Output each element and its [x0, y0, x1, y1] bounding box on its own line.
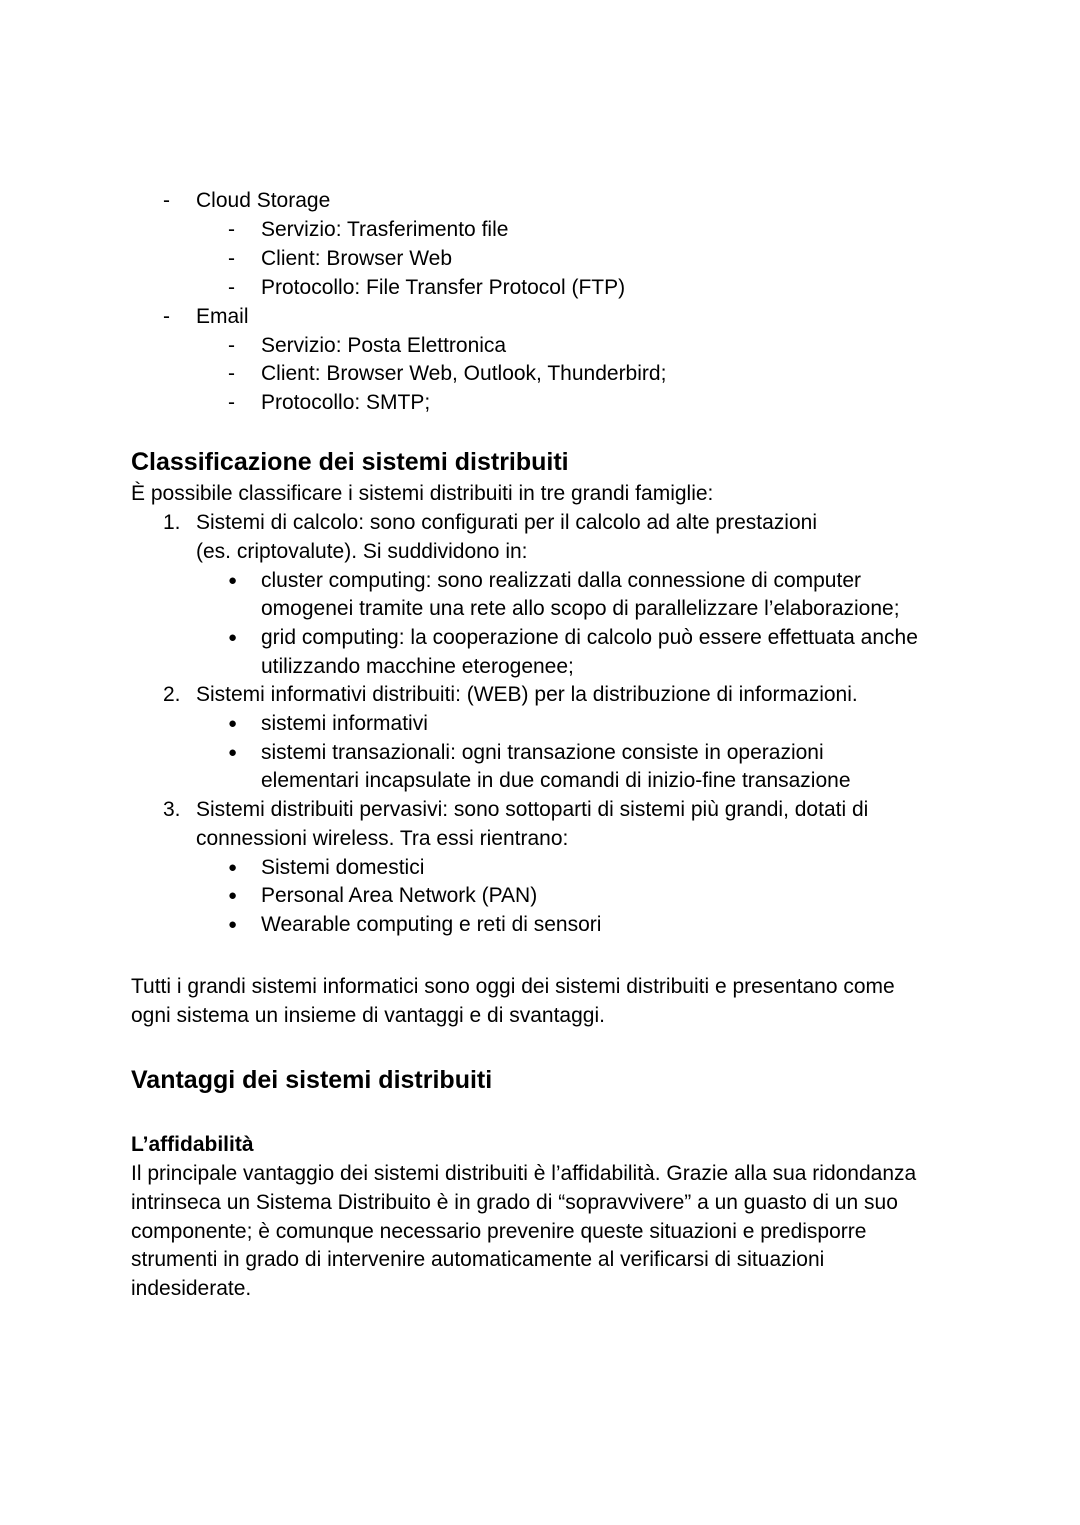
- service-detail: Protocollo: SMTP;: [261, 391, 431, 414]
- bullet-text: utilizzando macchine eterogenee;: [261, 655, 574, 678]
- bullet-marker: ●: [228, 887, 238, 904]
- list-dash: -: [228, 247, 235, 270]
- paragraph-line: Il principale vantaggio dei sistemi distribuiti è l’affidabilità. Grazie alla sua ridondanza: [131, 1162, 917, 1185]
- bullet-text: grid computing: la cooperazione di calcolo può essere effettuata anche: [261, 626, 918, 649]
- list-number: 3.: [163, 798, 181, 821]
- paragraph-line: strumenti in grado di intervenire automaticamente al verificarsi di situazioni: [131, 1248, 825, 1271]
- section-heading-classification: Classificazione dei sistemi distribuiti: [131, 448, 569, 476]
- paragraph-line: indesiderate.: [131, 1277, 252, 1300]
- list-item-text: Sistemi di calcolo: sono configurati per il calcolo ad alte prestazioni: [196, 511, 817, 534]
- classification-intro: È possibile classificare i sistemi distribuiti in tre grandi famiglie:: [131, 482, 714, 505]
- bullet-marker: ●: [228, 916, 238, 933]
- list-item-text: (es. criptovalute). Si suddividono in:: [196, 540, 528, 563]
- service-detail: Protocollo: File Transfer Protocol (FTP): [261, 276, 626, 299]
- bullet-text: Personal Area Network (PAN): [261, 884, 538, 907]
- paragraph-line: componente; è comunque necessario prevenire queste situazioni e predisporre: [131, 1220, 867, 1243]
- service-name: Cloud Storage: [196, 189, 331, 212]
- service-name: Email: [196, 305, 249, 328]
- paragraph-line: intrinseca un Sistema Distribuito è in grado di “sopravvivere” a un guasto di un suo: [131, 1191, 898, 1214]
- subheading-reliability: L’affidabilità: [131, 1133, 254, 1156]
- service-detail: Servizio: Trasferimento file: [261, 218, 509, 241]
- bullet-text: omogenei tramite una rete allo scopo di parallelizzare l’elaborazione;: [261, 597, 900, 620]
- list-number: 2.: [163, 683, 181, 706]
- list-item-text: Sistemi informativi distribuiti: (WEB) per la distribuzione di informazioni.: [196, 683, 858, 706]
- service-detail: Servizio: Posta Elettronica: [261, 334, 507, 357]
- list-item-text: connessioni wireless. Tra essi rientrano:: [196, 827, 569, 850]
- list-dash: -: [228, 218, 235, 241]
- bullet-text: Wearable computing e reti di sensori: [261, 913, 602, 936]
- list-dash: -: [228, 334, 235, 357]
- list-dash: -: [228, 276, 235, 299]
- bullet-text: elementari incapsulate in due comandi di inizio-fine transazione: [261, 769, 851, 792]
- bullet-text: sistemi informativi: [261, 712, 428, 735]
- list-number: 1.: [163, 511, 181, 534]
- bullet-text: Sistemi domestici: [261, 856, 425, 879]
- paragraph-line: Tutti i grandi sistemi informatici sono oggi dei sistemi distribuiti e presentano come: [131, 975, 895, 998]
- list-item-text: Sistemi distribuiti pervasivi: sono sottoparti di sistemi più grandi, dotati di: [196, 798, 869, 821]
- list-dash: -: [228, 391, 235, 414]
- bullet-marker: ●: [228, 629, 238, 646]
- list-dash: -: [163, 189, 170, 212]
- bullet-marker: ●: [228, 572, 238, 589]
- section-heading-advantages: Vantaggi dei sistemi distribuiti: [131, 1066, 493, 1094]
- bullet-text: sistemi transazionali: ogni transazione consiste in operazioni: [261, 741, 824, 764]
- list-dash: -: [228, 362, 235, 385]
- service-detail: Client: Browser Web, Outlook, Thunderbird;: [261, 362, 667, 385]
- paragraph-line: ogni sistema un insieme di vantaggi e di svantaggi.: [131, 1004, 605, 1027]
- bullet-marker: ●: [228, 715, 238, 732]
- service-detail: Client: Browser Web: [261, 247, 453, 270]
- bullet-text: cluster computing: sono realizzati dalla connessione di computer: [261, 569, 861, 592]
- bullet-marker: ●: [228, 744, 238, 761]
- list-dash: -: [163, 305, 170, 328]
- bullet-marker: ●: [228, 859, 238, 876]
